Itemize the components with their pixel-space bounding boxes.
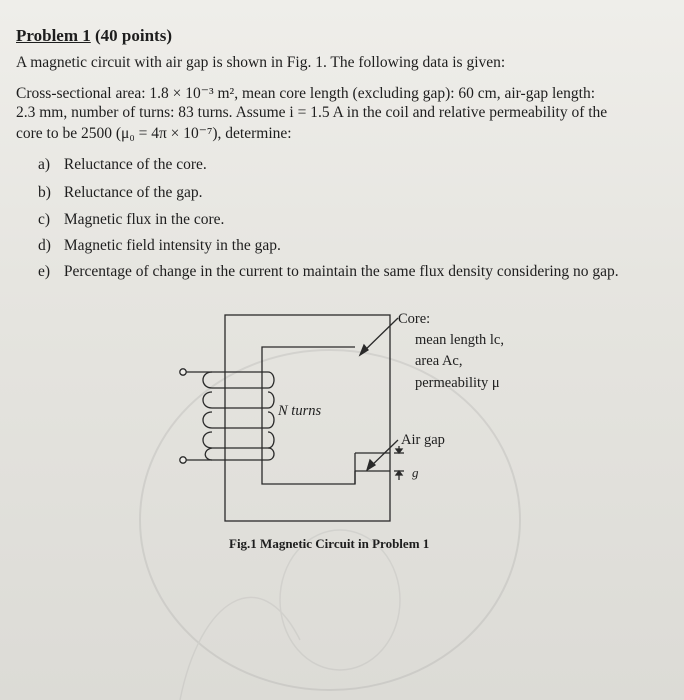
- core-pointer-arrowhead: [360, 345, 368, 355]
- coil-terminal-bottom: [180, 457, 186, 463]
- problem-points: (40 points): [95, 26, 172, 45]
- air-gap-label: Air gap: [401, 432, 445, 448]
- question-text: Reluctance of the core.: [63, 156, 207, 173]
- data-line-2: 2.3 mm, number of turns: 83 turns. Assume i = 1.5 A in the coil and relative permeability of the: [16, 104, 608, 121]
- mean-length-label: mean length lc,: [415, 332, 504, 348]
- gap-length-symbol: g: [412, 465, 419, 480]
- coil-terminal-top: [180, 369, 186, 375]
- question-text: Percentage of change in the current to maintain the same flux density considering no gap.: [63, 263, 619, 280]
- core-label: Core:: [398, 311, 431, 327]
- question-text: Magnetic field intensity in the gap.: [63, 237, 281, 254]
- question-label: c): [38, 211, 51, 228]
- intro-text: A magnetic circuit with air gap is shown in Fig. 1. The following data is given:: [16, 54, 506, 71]
- question-label: d): [38, 237, 51, 254]
- air-gap-pointer-arrowhead: [367, 460, 375, 470]
- coil-winding: [203, 372, 274, 460]
- question-label: a): [38, 156, 51, 173]
- question-label: b): [38, 184, 51, 201]
- permeability-label: permeability μ: [415, 375, 500, 391]
- question-text: Magnetic flux in the core.: [63, 211, 225, 228]
- area-label: area Ac,: [415, 353, 463, 369]
- question-text: Reluctance of the gap.: [63, 184, 203, 201]
- question-label: e): [38, 263, 51, 280]
- figure-caption: Fig.1 Magnetic Circuit in Problem 1: [229, 536, 430, 551]
- n-turns-label: N turns: [278, 403, 322, 419]
- problem-heading: Problem 1: [16, 26, 91, 45]
- data-line-3: core to be 2500 (μ₀ = 4π × 10⁻⁷), determine:: [16, 125, 292, 142]
- data-line-1: Cross-sectional area: 1.8 × 10⁻³ m², mean core length (excluding gap): 60 cm, air-gap length:: [16, 85, 595, 102]
